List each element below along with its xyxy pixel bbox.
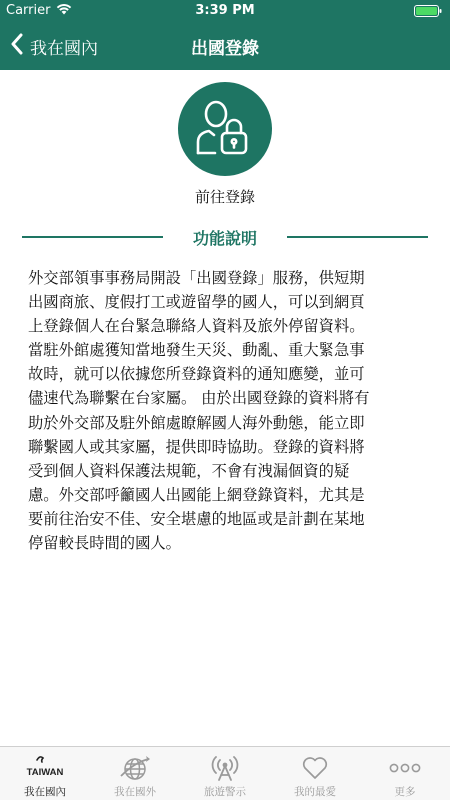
carrier-label: Carrier: [6, 3, 51, 18]
tab-label: 旅遊警示: [204, 786, 246, 798]
back-button[interactable]: [10, 32, 98, 60]
tab-label: 我的最愛: [294, 786, 336, 798]
tab-bar: [0, 746, 450, 800]
alert-signal-icon: [210, 753, 240, 783]
globe-airplane-icon: [118, 753, 152, 783]
section-heading-text: 功能說明: [192, 229, 257, 248]
chevron-left-icon: [10, 33, 24, 59]
login-link[interactable]: 前往登錄: [194, 188, 255, 206]
tab-label: 更多: [394, 786, 416, 798]
tab-travel-alert[interactable]: [180, 747, 270, 800]
tab-abroad[interactable]: [90, 747, 180, 800]
heart-icon: [301, 753, 329, 783]
tab-favorites[interactable]: [270, 747, 360, 800]
navigation-bar: [0, 22, 450, 70]
user-lock-icon[interactable]: [178, 82, 272, 176]
clock-time: 3:39 PM: [195, 3, 255, 18]
tab-label: 我在國外: [114, 786, 156, 798]
back-button-label: 我在國內: [30, 38, 98, 59]
section-heading: [22, 226, 428, 248]
status-bar: [0, 0, 450, 22]
tab-label: 我在國內: [24, 786, 66, 798]
page-title: 出國登錄: [191, 39, 259, 59]
taiwan-icon: [23, 753, 67, 783]
battery-icon: [414, 5, 442, 21]
tab-domestic[interactable]: [0, 747, 90, 800]
taiwan-icon-text: TAIWAN: [26, 767, 64, 778]
tab-more[interactable]: [360, 747, 450, 800]
more-icon: [389, 753, 421, 783]
divider-right: [287, 236, 428, 238]
description-text: 外交部領事事務局開設「出國登錄」服務，供短期 出國商旅、度假打工或遊留學的國人，可以到網頁 上登錄個人在台緊急聯絡人資料及旅外停留資料。 當駐外館處獲知當地發生天災、動亂、重大緊急事 故時，就可以依據您所登錄資料的通知應變，並可 儘速代為聯繫在台家屬。 由於出國登錄的資料將有 助於外交部及駐外館處瞭解國人海外動態，能立即 聯繫國人或其家屬，提供即時協助。登錄的資料將 受到個人資料保護法規範，不會有洩漏個資的疑 慮。外交部呼籲國人出國能上網登錄資料，尤其是 要前往治安不佳、安全堪慮的地區或是計劃在某地 停留較長時間的國人。: [28, 269, 370, 553]
